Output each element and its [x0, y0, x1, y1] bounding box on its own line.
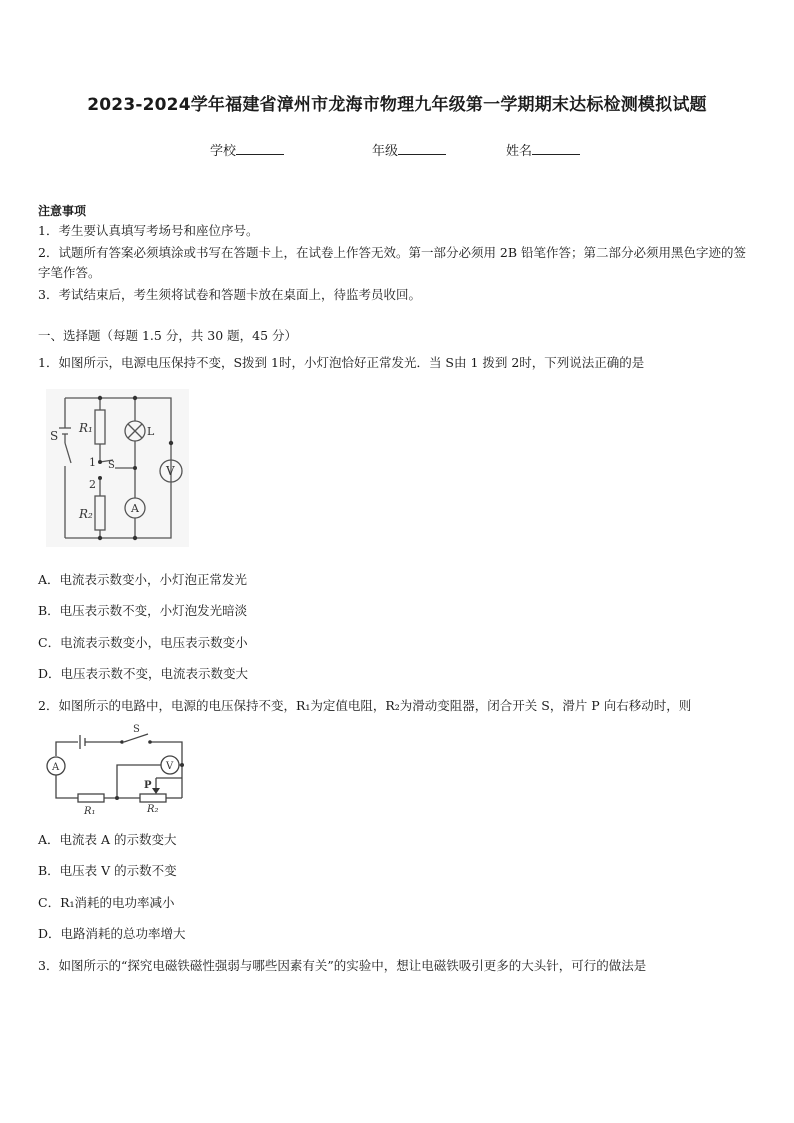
fig1-voltmeter-label: V: [166, 464, 175, 478]
notes-heading: 注意事项: [38, 204, 87, 218]
fig2-label-r2: R₂: [147, 804, 159, 815]
grade-field: [372, 140, 446, 159]
page-title: 2023-2024学年福建省漳州市龙海市物理九年级第一学期期末达标检测模拟试题: [87, 95, 707, 115]
question-2-option-a[interactable]: A．电流表 A 的示数变大: [38, 832, 177, 847]
name-field: [506, 140, 580, 159]
fig1-label-2: 2: [89, 478, 96, 491]
note-item-3: 3．考试结束后，考生须将试卷和答题卡放在桌面上，待监考员收回。: [38, 287, 421, 302]
fig1-label-s-switch: S: [108, 460, 115, 471]
fig2-voltmeter-label: V: [166, 761, 174, 772]
fig1-label-1: 1: [89, 456, 96, 469]
question-2-option-b[interactable]: B．电压表 V 的示数不变: [38, 863, 177, 878]
question-2-option-d[interactable]: D．电路消耗的总功率增大: [38, 926, 186, 941]
question-1-option-b[interactable]: B．电压表示数不变，小灯泡发光暗淡: [38, 603, 248, 618]
school-blank[interactable]: [236, 142, 284, 155]
question-2-option-c[interactable]: C．R₁消耗的电功率减小: [38, 895, 175, 910]
question-2-stem: 2．如图所示的电路中，电源的电压保持不变，R₁为定值电阻，R₂为滑动变阻器，闭合开关 S，滑片 P 向右移动时，则: [38, 698, 692, 713]
grade-label: 年级: [372, 144, 399, 159]
grade-blank[interactable]: [398, 142, 446, 155]
question-1-option-c[interactable]: C．电流表示数变小，电压表示数变小: [38, 635, 248, 650]
school-field: [210, 140, 284, 159]
note-item-1: 1．考生要认真填写考场号和座位序号。: [38, 223, 259, 238]
question-2-circuit-figure: [44, 722, 194, 817]
fig1-label-s: S: [50, 429, 59, 443]
school-label: 学校: [210, 144, 237, 159]
fig1-label-r2: R₂: [79, 507, 93, 521]
fig2-label-r1: R₁: [84, 806, 96, 817]
note-item-2: 2．试题所有答案必须填涂或书写在答题卡上，在试卷上作答无效。第一部分必须用 2B 铅笔作答；第二部分必须用黑色字迹的签字笔作答。: [38, 245, 747, 280]
fig2-label-p: P: [144, 780, 152, 791]
question-1-option-d[interactable]: D．电压表示数不变，电流表示数变大: [38, 666, 249, 681]
question-1-circuit-figure: [45, 388, 190, 548]
fig1-label-l: L: [147, 425, 155, 438]
name-blank[interactable]: [532, 142, 580, 155]
fig1-label-r1: R₁: [79, 421, 93, 435]
name-label: 姓名: [506, 144, 533, 159]
section-heading: 一、选择题（每题 1.5 分，共 30 题，45 分）: [38, 328, 298, 343]
fig1-ammeter-label: A: [131, 502, 139, 515]
question-1-option-a[interactable]: A．电流表示数变小，小灯泡正常发光: [38, 572, 248, 587]
question-1-stem: 1．如图所示，电源电压保持不变，S拨到 1时，小灯泡恰好正常发光．当 S由 1 拨到 2时，下列说法正确的是: [38, 355, 645, 370]
fig2-ammeter-label: A: [52, 762, 60, 773]
fig2-label-s: S: [133, 724, 140, 735]
question-3-stem: 3．如图所示的“探究电磁铁磁性强弱与哪些因素有关”的实验中，想让电磁铁吸引更多的大头针，可行的做法是: [38, 958, 647, 973]
